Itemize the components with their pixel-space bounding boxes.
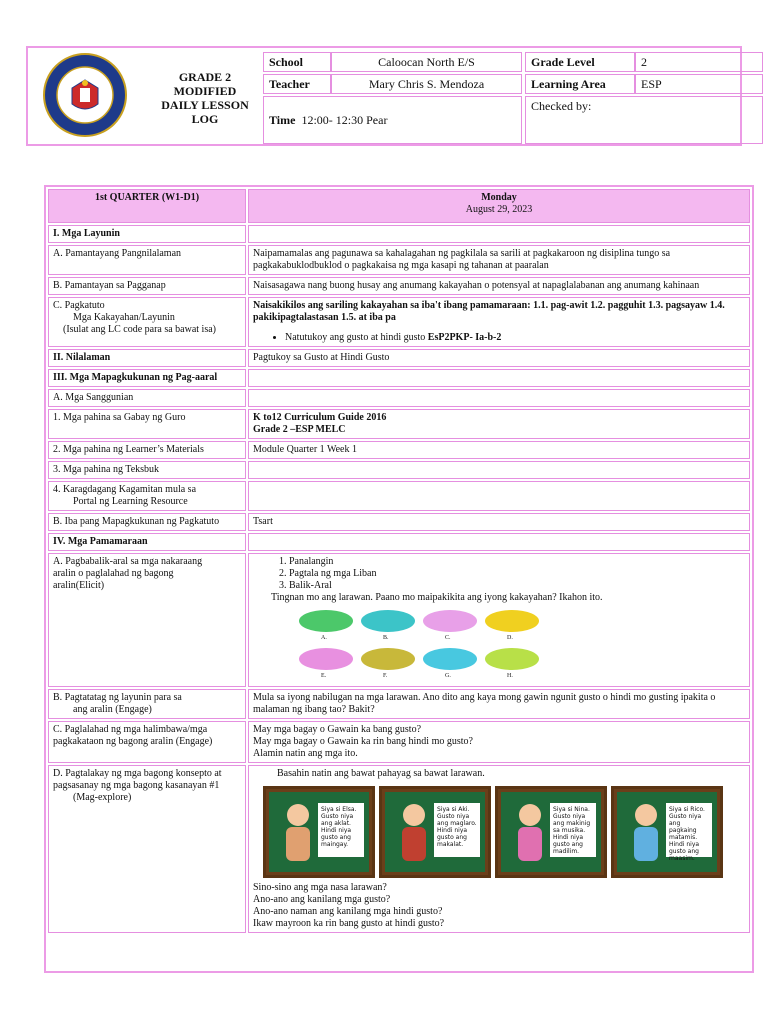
learning-area-label: Learning Area (525, 74, 635, 94)
row-label: A. Mga Sanggunian (48, 389, 246, 407)
activity-picture (361, 610, 415, 641)
row-content (248, 409, 750, 439)
picture-label: G. (445, 673, 451, 679)
table-row (48, 533, 750, 551)
quarter-cell: 1st QUARTER (W1-D1) (48, 189, 246, 223)
bullet-text: Natutukoy ang gusto at hindi gusto (285, 332, 428, 343)
label-line: A. Pagbabalik-aral sa mga nakaraang (53, 556, 203, 567)
activity-picture (299, 610, 353, 641)
statement-card: Siya si Elsa. Gusto niya ang aklat. Hindi niya gusto ang maingay. (318, 803, 364, 857)
label-line: pagkakataon ng bagong aralin (Engage) (53, 736, 213, 747)
activity-picture (485, 648, 539, 679)
table-row (48, 441, 750, 459)
table-row (48, 461, 750, 479)
activity-picture (361, 648, 415, 679)
chalkboard-picture (263, 786, 375, 878)
statement-card: Siya si Aki. Gusto niya ang maglaro. Hindi niya gusto ang makalat. (434, 803, 480, 857)
table-row (48, 389, 750, 407)
row-label: B. Iba pang Mapagkukunan ng Pagkatuto (48, 513, 246, 531)
question-line: Ano-ano naman ang kanilang mga hindi gusto? (253, 906, 443, 917)
time-value: 12:00- 12:30 Pear (301, 113, 388, 127)
table-row (48, 481, 750, 511)
title-line: LOG (191, 112, 219, 126)
picture-label: C. (445, 635, 451, 641)
table-row (48, 245, 750, 275)
table-row (48, 349, 750, 367)
question-line: May mga bagay o Gawain ka bang gusto? (253, 724, 422, 735)
competency-list (253, 332, 745, 344)
picture-label: H. (507, 673, 513, 679)
time-cell (263, 96, 522, 144)
row-content: Mula sa iyong nabilugan na mga larawan. Ano dito ang kaya mong gawin ngunit gusto o hindi mo gusting ipakita o malaman ng ibang tao? Bakit? (248, 689, 750, 719)
instruction-text: Tingnan mo ang larawan. Paano mo maipakikita ang iyong kakayahan? Ikahon ito. (271, 592, 603, 603)
empty-cell (248, 389, 750, 407)
row-label (48, 297, 246, 347)
list-item: 2. Pagtala ng mga Liban (289, 568, 745, 580)
row-content: Naipamamalas ang pagunawa sa kahalagahan ng pagkilala sa sarili at pagkakaroon ng disiplina tungo sa pagkakabuklodbuklod o pagkakaisa ng mga kasapi ng tahanan at paaralan (248, 245, 750, 275)
table-row (48, 765, 750, 933)
chalkboard-picture (379, 786, 491, 878)
label-line: Portal ng Learning Resource (73, 496, 188, 507)
activity-picture (423, 648, 477, 679)
quarter-row (48, 189, 750, 223)
activity-picture (423, 610, 477, 641)
picture-oval (361, 610, 415, 632)
teacher-value: Mary Chris S. Mendoza (331, 74, 522, 94)
picture-oval (299, 648, 353, 670)
empty-cell (248, 481, 750, 511)
picture-oval (361, 648, 415, 670)
label-line: aralin o paglalahad ng bagong (53, 568, 174, 579)
procedure-list (253, 556, 745, 592)
list-item: 1. Panalangin (289, 556, 745, 568)
lc-code: EsP2PKP- Ia-b-2 (427, 332, 502, 343)
row-label (48, 689, 246, 719)
row-content (248, 721, 750, 763)
row-content (248, 765, 750, 933)
child-illustration (624, 799, 668, 869)
row-label: B. Pamantayan sa Pagganap (48, 277, 246, 295)
row-label (48, 553, 246, 687)
row-label (48, 481, 246, 511)
header (26, 46, 742, 146)
child-illustration (276, 799, 320, 869)
chalkboard-picture (495, 786, 607, 878)
empty-cell (248, 369, 750, 387)
row-label: A. Pamantayang Pangnilalaman (48, 245, 246, 275)
activity-picture (299, 648, 353, 679)
time-label: Time (269, 113, 296, 127)
section-heading: IV. Mga Pamamaraan (48, 533, 246, 551)
picture-oval (485, 648, 539, 670)
section-heading: II. Nilalaman (48, 349, 246, 367)
child-illustration (392, 799, 436, 869)
table-row (48, 689, 750, 719)
label-line: ang aralin (Engage) (73, 704, 152, 715)
statement-card: Siya si Rico. Gusto niya ang pagkaing matamis. Hindi niya gusto ang maasim. (666, 803, 712, 857)
deped-seal-logo (42, 52, 128, 138)
competency-text: Naisakikilos ang sariling kakayahan sa iba't ibang pamamaraan: 1.1. pag-awit 1.2. pagguhit 1.3. pagsayaw 1.4. pakikipagtalastasan 1.5. at iba pa (253, 300, 725, 323)
picture-label: E. (321, 673, 327, 679)
day-cell (248, 189, 750, 223)
question-line: Ano-ano ang kanilang mga gusto? (253, 894, 391, 905)
instruction-text: Basahin natin ang bawat pahayag sa bawat larawan. (277, 768, 485, 779)
row-label (48, 721, 246, 763)
school-value: Caloocan North E/S (331, 52, 522, 72)
question-line: Ikaw mayroon ka rin bang gusto at hindi gusto? (253, 918, 445, 929)
activity-pictures (299, 608, 589, 684)
table-row (48, 553, 750, 687)
picture-label: B. (383, 635, 389, 641)
teacher-label: Teacher (263, 74, 331, 94)
row-content (248, 553, 750, 687)
title-line: DAILY LESSON (161, 98, 249, 112)
picture-oval (299, 610, 353, 632)
row-label: 2. Mga pahina ng Learner’s Materials (48, 441, 246, 459)
label-line: B. Pagtatatag ng layunin para sa (53, 692, 182, 703)
table-row (48, 513, 750, 531)
table-row (48, 369, 750, 387)
table-row (48, 297, 750, 347)
question-line: May mga bagay o Gawain ka rin bang hindi mo gusto? (253, 736, 473, 747)
list-item (285, 332, 745, 344)
table-row (48, 409, 750, 439)
label-line: Mga Kakayahan/Layunin (73, 312, 175, 323)
date-label: August 29, 2023 (465, 204, 533, 215)
grade-level-value: 2 (635, 52, 763, 72)
reference-line: Grade 2 –ESP MELC (253, 424, 346, 435)
section-heading: I. Mga Layunin (48, 225, 246, 243)
label-line: (Isulat ang LC code para sa bawat isa) (63, 324, 216, 335)
empty-cell (248, 225, 750, 243)
label-line: D. Pagtalakay ng mga bagong konsepto at (53, 768, 222, 779)
reference-line: K to12 Curriculum Guide 2016 (253, 412, 387, 423)
row-label: 1. Mga pahina sa Gabay ng Guro (48, 409, 246, 439)
row-label (48, 765, 246, 933)
label-line: C. Pagkatuto (53, 300, 105, 311)
picture-label: A. (321, 635, 327, 641)
table-row (48, 225, 750, 243)
label-line: C. Paglalahad ng mga halimbawa/mga (53, 724, 208, 735)
learning-area-value: ESP (635, 74, 763, 94)
picture-oval (423, 648, 477, 670)
activity-picture (485, 610, 539, 641)
row-content: Tsart (248, 513, 750, 531)
row-content: Pagtukoy sa Gusto at Hindi Gusto (248, 349, 750, 367)
table-row (48, 277, 750, 295)
title-line: GRADE 2 (178, 70, 232, 84)
section-heading: III. Mga Mapagkukunan ng Pag-aaral (48, 369, 246, 387)
picture-label: F. (383, 673, 388, 679)
list-item: 3. Balik-Aral (289, 580, 745, 592)
dll-title (146, 70, 264, 126)
row-content (248, 297, 750, 347)
label-line: (Mag-explore) (73, 792, 132, 803)
question-line: Sino-sino ang mga nasa larawan? (253, 882, 387, 893)
row-content: Naisasagawa nang buong husay ang anumang kakayahan o potensyal at napaglalabanan ang anumang kahinaan (248, 277, 750, 295)
picture-oval (423, 610, 477, 632)
child-illustration (508, 799, 552, 869)
label-line: pagsasanay ng mga bagong kasanayan #1 (53, 780, 220, 791)
label-line: aralin(Elicit) (53, 580, 105, 591)
empty-cell (248, 461, 750, 479)
label-line: 4. Karagdagang Kagamitan mula sa (53, 484, 197, 495)
question-line: Alamin natin ang mga ito. (253, 748, 358, 759)
chalkboard-pictures (263, 786, 745, 878)
row-label: 3. Mga pahina ng Teksbuk (48, 461, 246, 479)
school-label: School (263, 52, 331, 72)
lesson-plan-table (44, 185, 754, 973)
table-row (48, 721, 750, 763)
day-label: Monday (481, 192, 517, 203)
picture-oval (485, 610, 539, 632)
empty-cell (248, 533, 750, 551)
checked-by-cell (525, 96, 763, 144)
row-content: Module Quarter 1 Week 1 (248, 441, 750, 459)
title-line: MODIFIED (173, 84, 237, 98)
statement-card: Siya si Nina. Gusto niya ang makinig sa musika. Hindi niya gusto ang madilim. (550, 803, 596, 857)
chalkboard-picture (611, 786, 723, 878)
grade-level-label: Grade Level (525, 52, 635, 72)
picture-label: D. (507, 635, 513, 641)
checked-by-label: Checked by: (531, 99, 592, 113)
